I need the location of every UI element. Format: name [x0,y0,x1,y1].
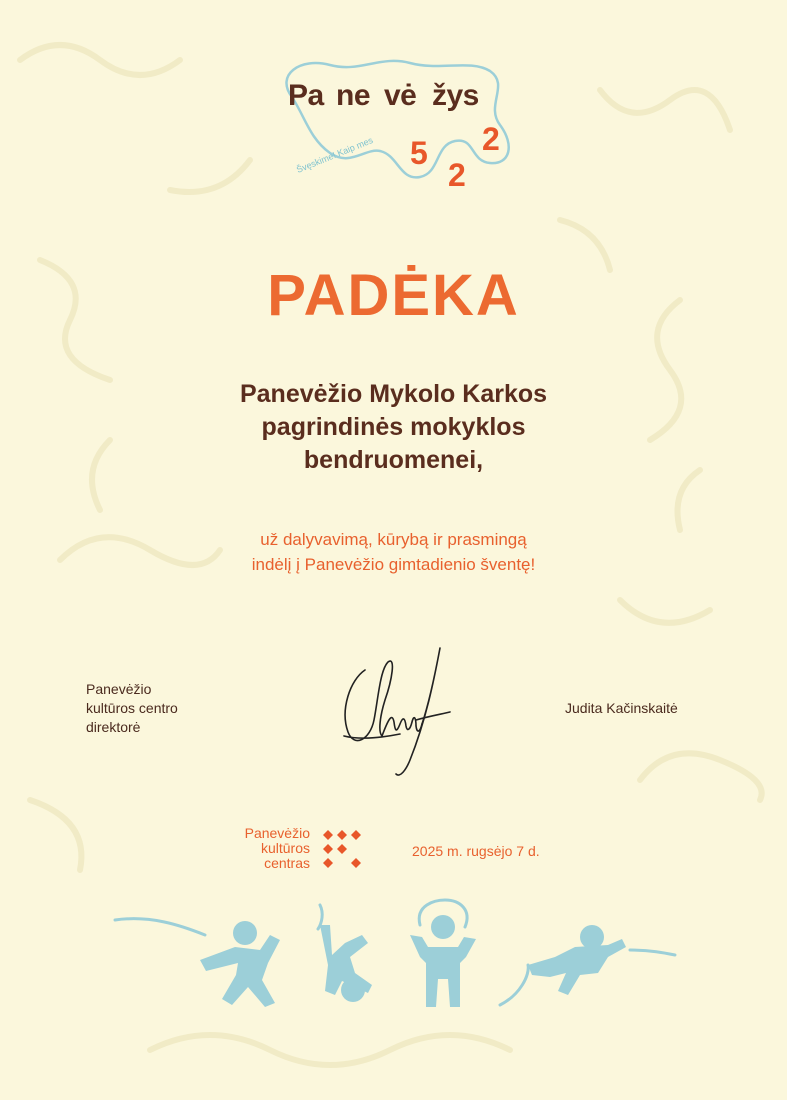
certificate-date: 2025 m. rugsėjo 7 d. [412,843,540,859]
signer-title-line-3: direktorė [86,719,141,735]
kulturos-centras-diamonds-icon [322,828,372,874]
recipient-line-1: Panevėžio Mykolo Karkos [239,380,548,408]
kulturos-centras-logo [200,826,380,876]
logo-slogan: Švęskime! Kaip mes [295,135,375,175]
organization-line-2: kultūros [260,840,310,856]
logo-number-3: 2 [482,121,500,157]
recipient-line-3: bendruomenei, [303,446,484,474]
signature-icon [330,640,460,780]
signer-title-line-1: Panevėžio [86,681,152,697]
panevezys-522-logo [270,55,530,205]
logo-word-4: žys [432,79,479,112]
organization-line-3: centras [264,855,310,871]
logo-word-2: ne [336,79,371,112]
logo-number-1: 5 [410,135,428,171]
reason-block [0,527,787,577]
recipient-line-2: pagrindinės mokyklos [261,413,526,441]
recipient-block [0,378,787,477]
logo-number-2: 2 [448,157,466,193]
signer-title-line-2: kultūros centro [86,700,178,716]
organization-line-1: Panevėžio [244,825,310,841]
organization-name [245,826,310,871]
logo-word-1: Pa [288,79,324,112]
reason-line-1: už dalyvavimą, kūrybą ir prasmingą [260,530,527,549]
signer-title [86,680,178,737]
logo-word-3: vė [384,79,417,112]
dancing-figures-icon [110,895,690,1025]
signer-name: Judita Kačinskaitė [565,700,678,716]
certificate-title: PADĖKA [267,263,520,328]
reason-line-2: indėlį į Panevėžio gimtadienio šventę! [251,555,536,574]
